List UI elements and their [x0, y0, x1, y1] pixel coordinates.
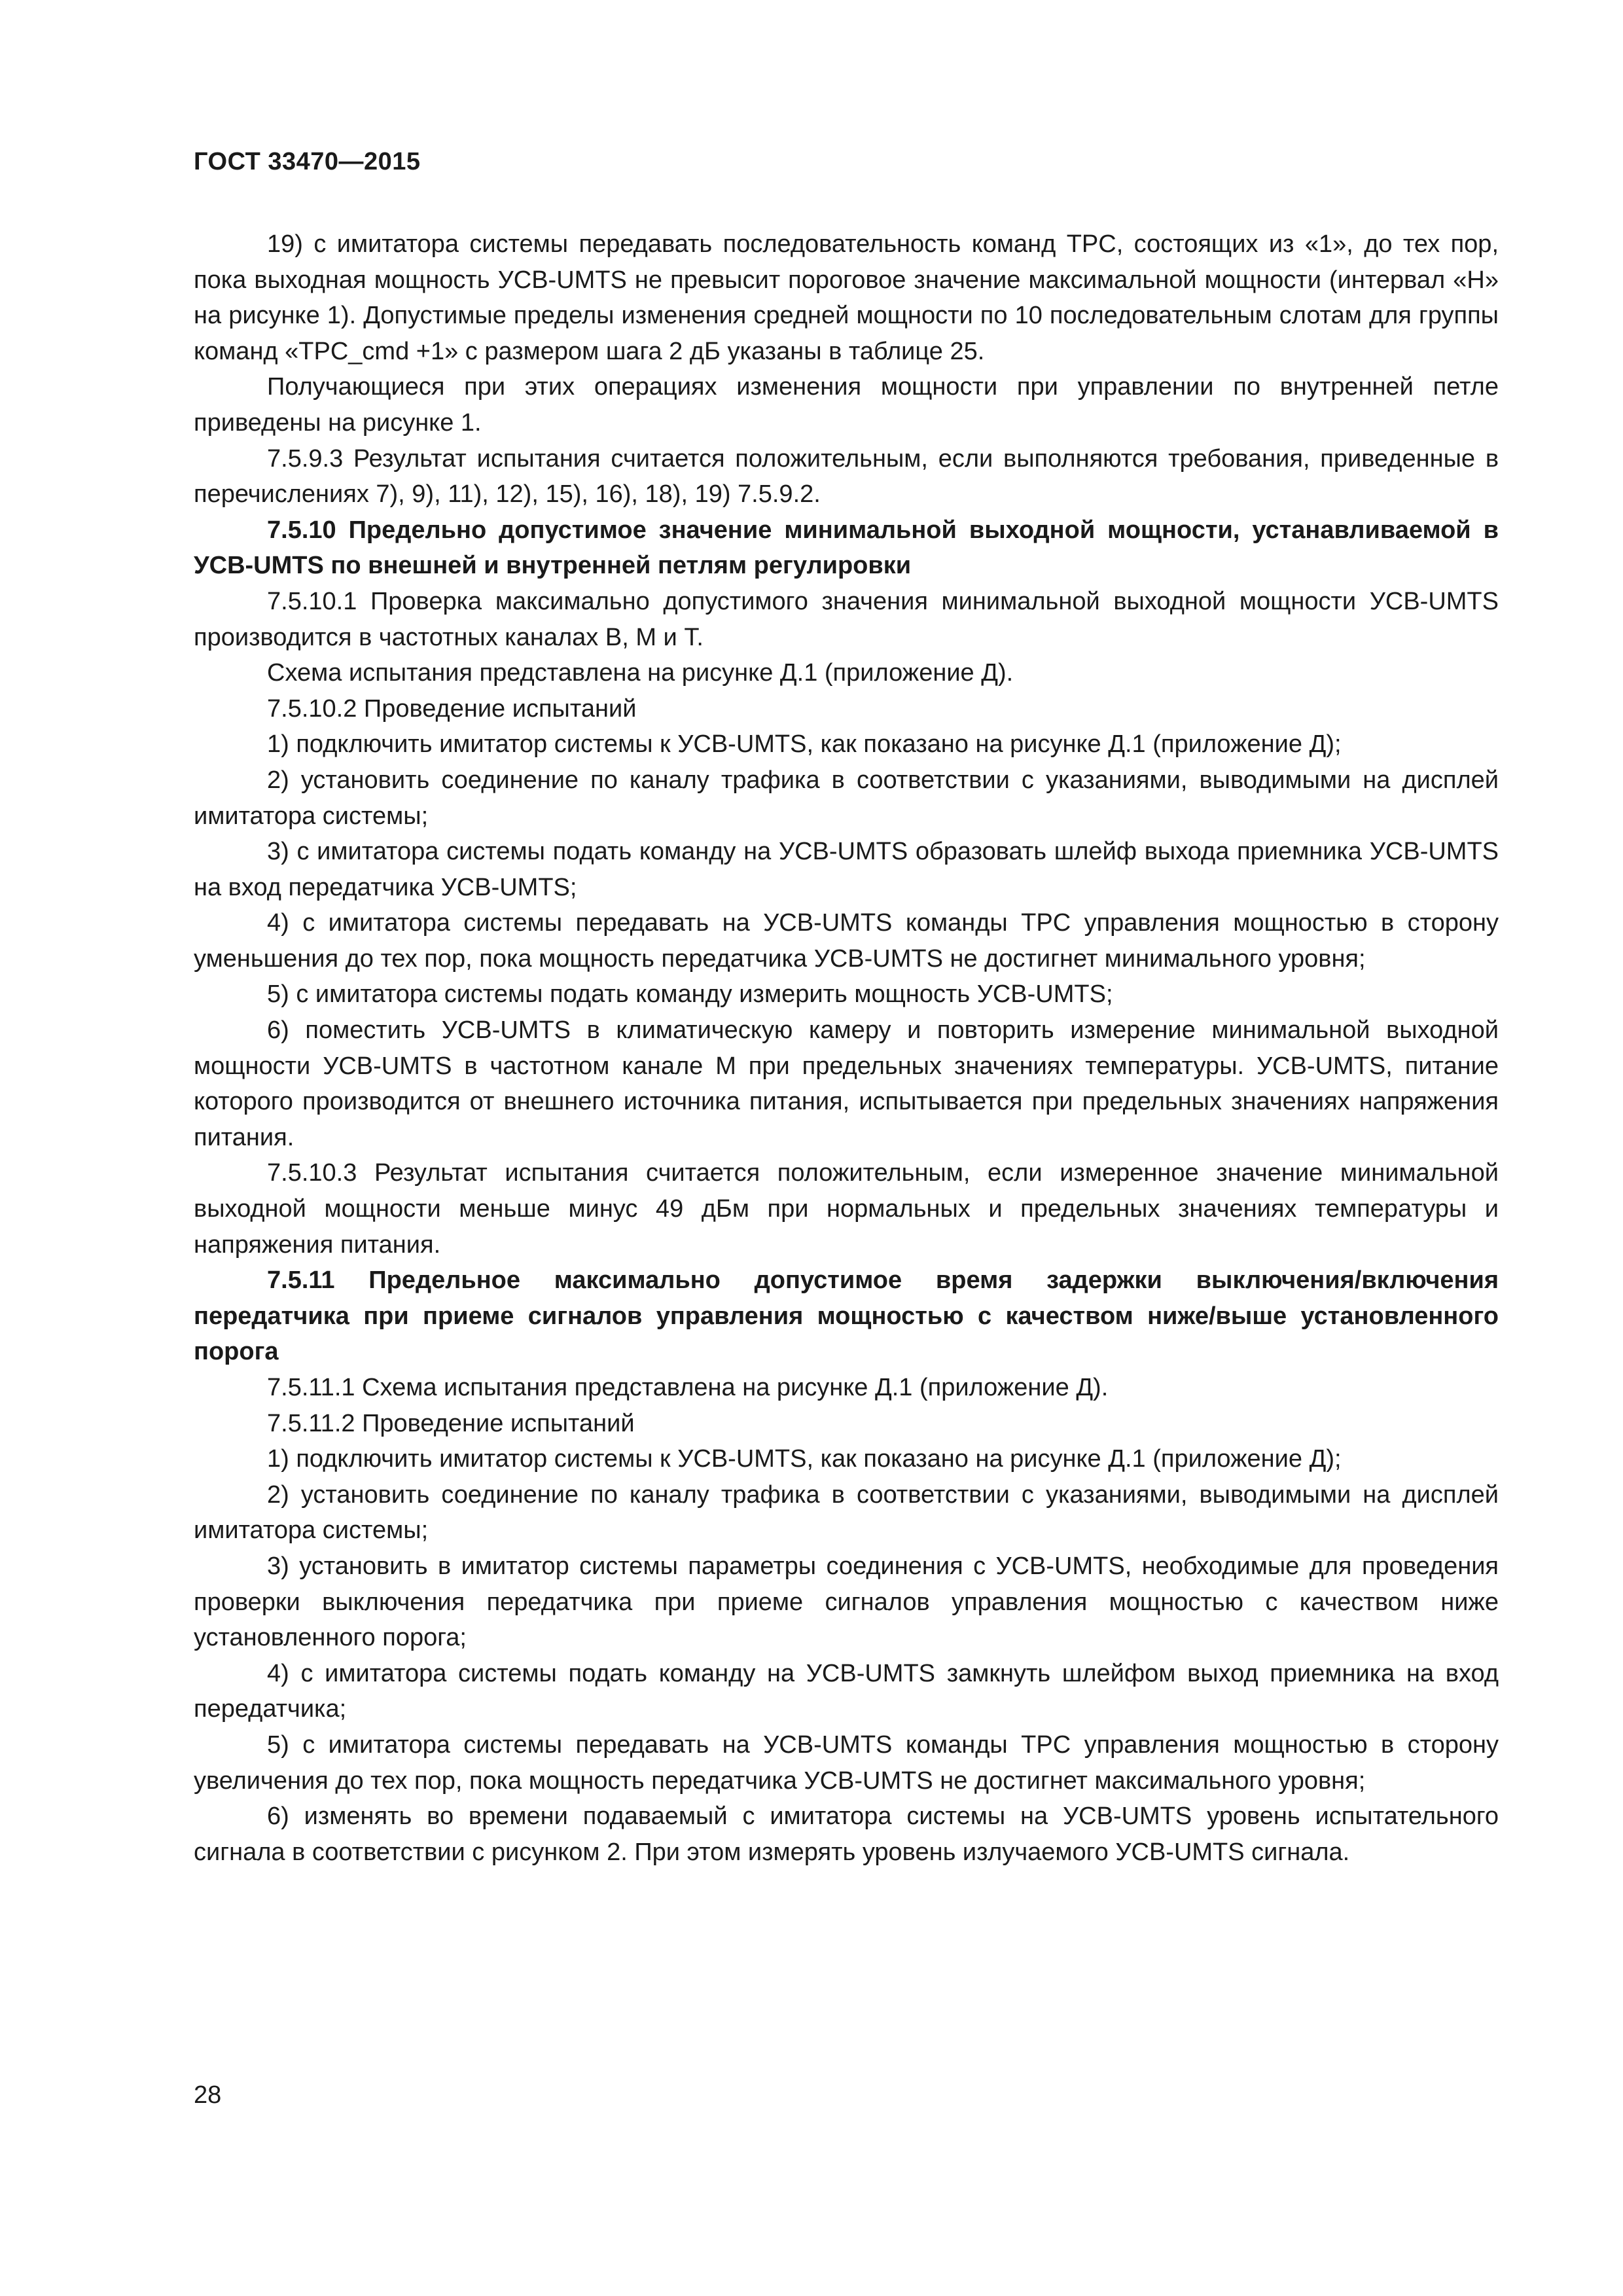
paragraph: 7.5.10.3 Результат испытания считается положительным, если измеренное значение минимальной выходной мощности меньше минус 49 дБм при нормальных и предельных значениях температуры и напряжения питания. [194, 1159, 1499, 1259]
document-body [194, 226, 1499, 1870]
page-number: 28 [194, 2081, 222, 2109]
paragraph: 7.5.10.2 Проведение испытаний [267, 694, 637, 723]
section-heading: 7.5.10 Предельно допустимое значение минимальной выходной мощности, устанавливаемой в УСВ-UMTS по внешней и внутренней петлям регулировки [194, 516, 1499, 580]
paragraph: 19) с имитатора системы передавать последовательность команд TPC, состоящих из «1», до тех пор, пока выходная мощность УСВ-UMTS не превысит пороговое значение максимальной мощности (интервал «H» на рисунке 1). Допустимые пределы изменения средней мощности по 10 последовательным слотам для группы команд «TPC_cmd +1» с размером шага 2 дБ указаны в таблице 25. [194, 230, 1499, 365]
list-item: 2) установить соединение по каналу трафика в соответствии с указаниями, выводимыми на дисплей имитатора системы; [194, 766, 1499, 830]
paragraph: Получающиеся при этих операциях изменения мощности при управлении по внутренней петле приведены на рисунке 1. [194, 373, 1499, 437]
list-item: 2) установить соединение по каналу трафика в соответствии с указаниями, выводимыми на дисплей имитатора системы; [194, 1480, 1499, 1545]
list-item: 5) с имитатора системы передавать на УСВ-UMTS команды TPC управления мощностью в сторону увеличения до тех пор, пока мощность передатчика УСВ-UMTS не достигнет максимального уровня; [194, 1731, 1499, 1795]
paragraph: Схема испытания представлена на рисунке Д.1 (приложение Д). [267, 659, 1014, 687]
list-item: 6) поместить УСВ-UMTS в климатическую камеру и повторить измерение минимальной выходной мощности УСВ-UMTS в частотном канале M при предельных значениях температуры. УСВ-UMTS, питание которого производится от внешнего источника питания, испытывается при предельных значениях напряжения питания. [194, 1016, 1499, 1151]
list-item: 1) подключить имитатор системы к УСВ-UMTS, как показано на рисунке Д.1 (приложение Д); [267, 1445, 1342, 1473]
paragraph: 7.5.9.3 Результат испытания считается положительным, если выполняются требования, приведенные в перечислениях 7), 9), 11), 12), 15), 16), 18), 19) 7.5.9.2. [194, 444, 1499, 509]
paragraph: 7.5.10.1 Проверка максимально допустимого значения минимальной выходной мощности УСВ-UMTS производится в частотных каналах B, M и T. [194, 587, 1499, 651]
list-item: 3) установить в имитатор системы параметры соединения с УСВ-UMTS, необходимые для проведения проверки выключения передатчика при приеме сигналов управления мощностью с качеством ниже установленного порога; [194, 1552, 1499, 1652]
standard-header: ГОСТ 33470—2015 [194, 148, 421, 175]
section-heading: 7.5.11 Предельное максимально допустимое время задержки выключения/включения передатчика при приеме сигналов управления мощностью с качеством ниже/выше установленного порога [194, 1266, 1499, 1366]
list-item: 3) с имитатора системы подать команду на УСВ-UMTS образовать шлейф выхода приемника УСВ-UMTS на вход передатчика УСВ-UMTS; [194, 838, 1499, 901]
list-item: 5) с имитатора системы подать команду измерить мощность УСВ-UMTS; [267, 980, 1113, 1009]
list-item: 4) с имитатора системы подать команду на УСВ-UMTS замкнуть шлейфом выход приемника на вход передатчика; [194, 1659, 1499, 1723]
list-item: 4) с имитатора системы передавать на УСВ-UMTS команды TPC управления мощностью в сторону уменьшения до тех пор, пока мощность передатчика УСВ-UMTS не достигнет минимального уровня; [194, 909, 1499, 973]
paragraph: 7.5.11.2 Проведение испытаний [267, 1409, 635, 1437]
list-item: 1) подключить имитатор системы к УСВ-UMTS, как показано на рисунке Д.1 (приложение Д); [267, 730, 1342, 759]
list-item: 6) изменять во времени подаваемый с имитатора системы на УСВ-UMTS уровень испытательного сигнала в соответствии с рисунком 2. При этом измерять уровень излучаемого УСВ-UMTS сигнала. [194, 1803, 1499, 1866]
paragraph: 7.5.11.1 Схема испытания представлена на рисунке Д.1 (приложение Д). [267, 1374, 1109, 1401]
